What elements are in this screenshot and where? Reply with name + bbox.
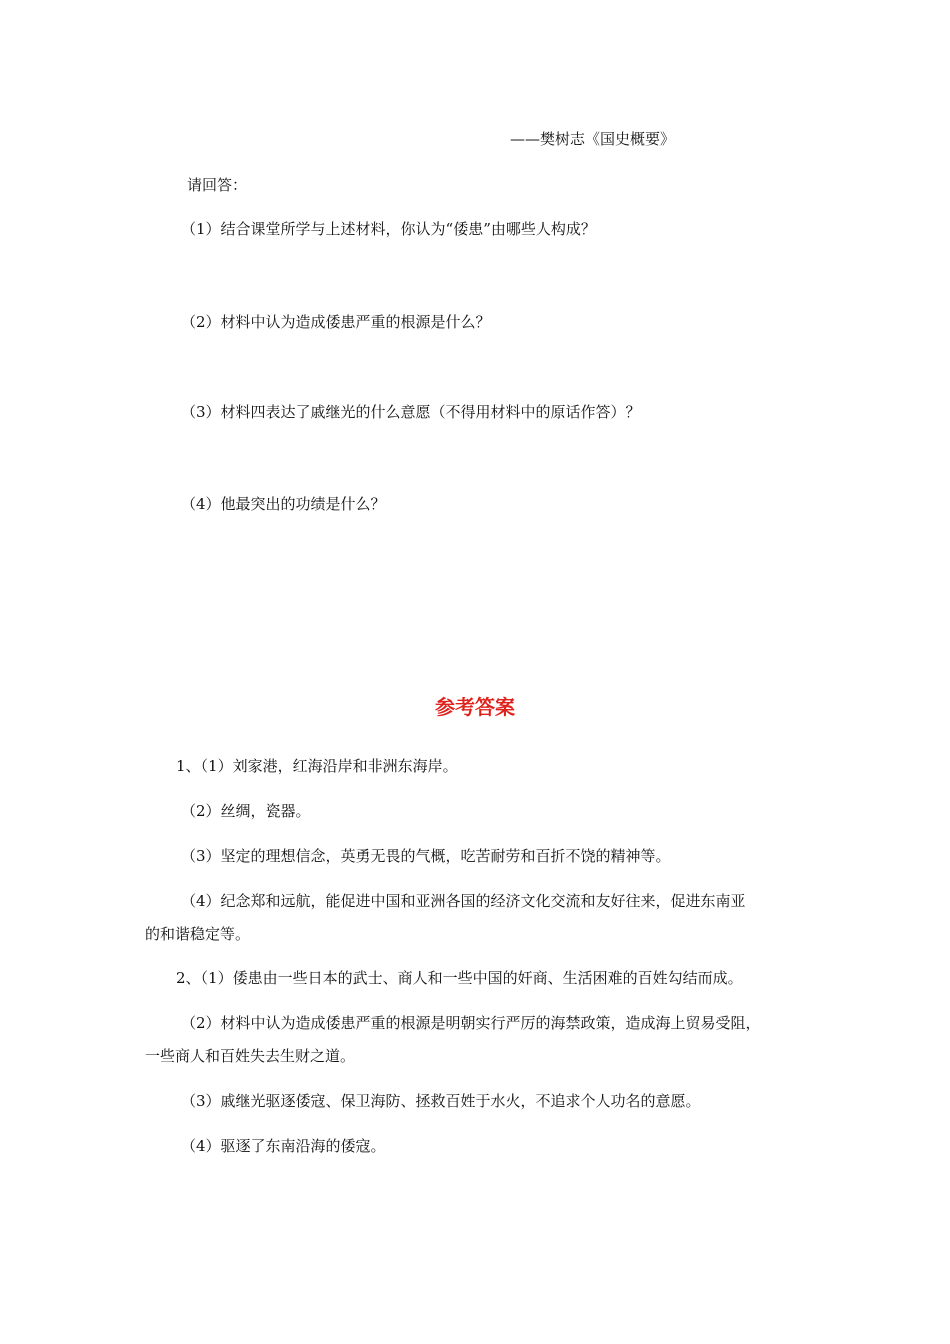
answer-1-part-1: 1、（1）刘家港，红海沿岸和非洲东海岸。	[176, 757, 458, 775]
answer-section-title: 参考答案	[435, 695, 515, 719]
answer-1-part-4-line-1: （4）纪念郑和远航，能促进中国和亚洲各国的经济文化交流和友好往来，促进东南亚	[181, 892, 746, 910]
answer-2-part-2-line-2: 一些商人和百姓失去生财之道。	[145, 1047, 356, 1065]
question-1: （1）结合课堂所学与上述材料，你认为“倭患”由哪些人构成？	[181, 220, 596, 238]
answer-2-part-4: （4）驱逐了东南沿海的倭寇。	[181, 1137, 386, 1155]
question-4: （4）他最突出的功绩是什么？	[181, 495, 386, 513]
answer-2-part-3: （3）戚继光驱逐倭寇、保卫海防、拯救百姓于水火，不追求个人功名的意愿。	[181, 1092, 701, 1110]
answer-1-part-3: （3）坚定的理想信念，英勇无畏的气概，吃苦耐劳和百折不饶的精神等。	[181, 847, 671, 865]
answer-2-part-2-line-1: （2）材料中认为造成倭患严重的根源是明朝实行严厉的海禁政策，造成海上贸易受阻，	[181, 1014, 761, 1032]
answer-1-part-2: （2）丝绸，瓷器。	[181, 802, 311, 820]
question-3: （3）材料四表达了戚继光的什么意愿（不得用材料中的原话作答）？	[181, 403, 641, 421]
answer-2-part-1: 2、（1）倭患由一些日本的武士、商人和一些中国的奸商、生活困难的百姓勾结而成。	[176, 969, 743, 987]
answer-prompt: 请回答：	[187, 176, 248, 194]
source-attribution: ——樊树志《国史概要》	[510, 130, 676, 148]
answer-1-part-4-line-2: 的和谐稳定等。	[145, 925, 251, 943]
question-2: （2）材料中认为造成倭患严重的根源是什么？	[181, 313, 491, 331]
